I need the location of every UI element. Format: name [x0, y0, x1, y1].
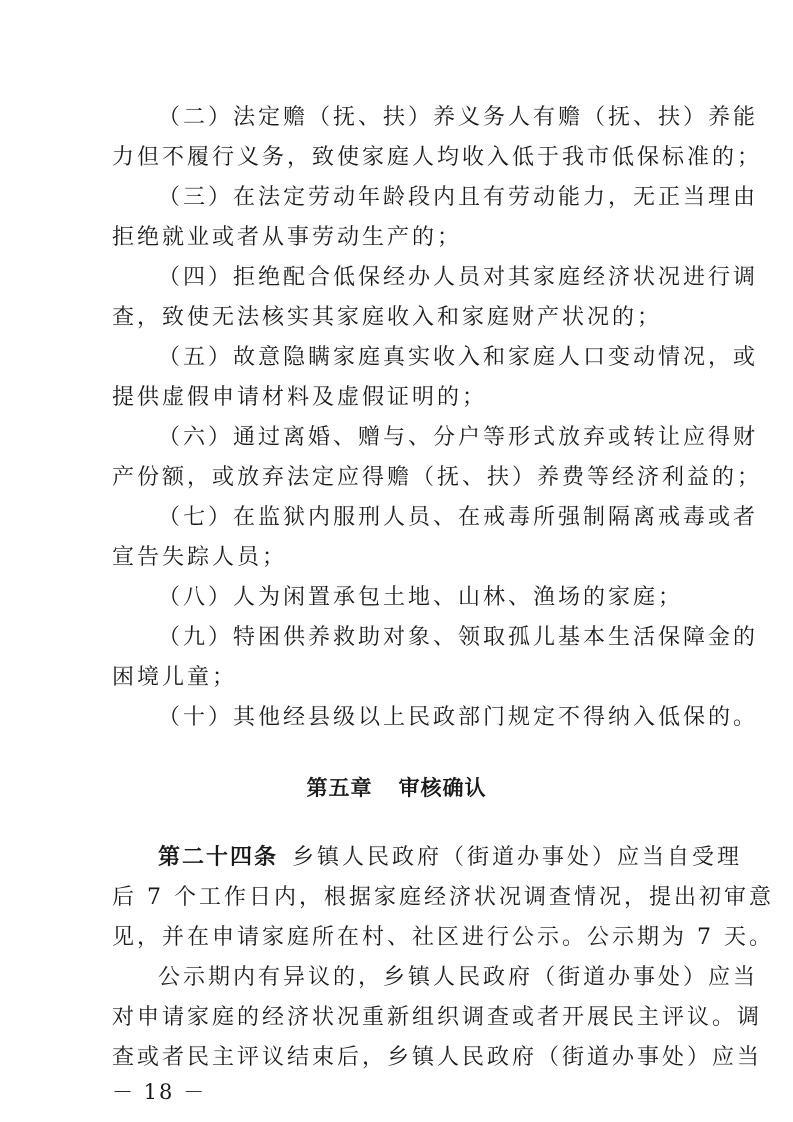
list-item-5-line-1: （五）故意隐瞒家庭真实收入和家庭人口变动情况，或: [158, 345, 759, 370]
list-item-4-line-1: （四）拒绝配合低保经办人员对其家庭经济状况进行调: [158, 265, 759, 290]
paragraph-2-line-3: 查或者民主评议结束后，乡镇人民政府（街道办事处）应当: [112, 1045, 763, 1070]
article-24-line-2: 后 7 个工作日内，根据家庭经济状况调查情况，提出初审意: [112, 885, 774, 910]
list-item-3-line-2: 拒绝就业或者从事劳动生产的；: [112, 225, 463, 250]
list-item-2-line-2: 力但不履行义务，致使家庭人均收入低于我市低保标准的；: [112, 145, 763, 170]
page-number: － 18 －: [112, 1080, 207, 1104]
paragraph-2-line-1: 公示期内有异议的，乡镇人民政府（街道办事处）应当: [158, 965, 759, 990]
paragraph-2-line-2: 对申请家庭的经济状况重新组织调查或者开展民主评议。调: [112, 1005, 763, 1030]
list-item-2-line-1: （二）法定赡（抚、扶）养义务人有赡（抚、扶）养能: [158, 105, 759, 130]
article-24-line-1: [158, 843, 743, 873]
article-24-line-3: 见，并在申请家庭所在村、社区进行公示。公示期为 7 天。: [112, 925, 774, 950]
list-item-9-line-2: 困境儿童；: [112, 665, 238, 690]
list-item-4-line-2: 查，致使无法核实其家庭收入和家庭财产状况的；: [112, 305, 663, 330]
list-item-7-line-1: （七）在监狱内服刑人员、在戒毒所强制隔离戒毒或者: [158, 505, 759, 530]
chapter-number: 第五章: [306, 776, 373, 800]
list-item-3-line-1: （三）在法定劳动年龄段内且有劳动能力，无正当理由: [158, 185, 759, 210]
list-item-8-line-1: （八）人为闲置承包土地、山林、渔场的家庭；: [158, 585, 684, 610]
list-item-7-line-2: 宣告失踪人员；: [112, 545, 288, 570]
list-item-10-line-1: （十）其他经县级以上民政部门规定不得纳入低保的。: [158, 705, 759, 730]
article-title: 第二十四条: [158, 845, 279, 870]
list-item-5-line-2: 提供虚假申请材料及虚假证明的；: [112, 385, 488, 410]
list-item-6-line-2: 产份额，或放弃法定应得赡（抚、扶）养费等经济利益的；: [112, 465, 763, 490]
article-24-text-start: 乡镇人民政府（街道办事处）应当自受理: [292, 845, 743, 870]
chapter-title: 审核确认: [398, 776, 487, 800]
chapter-heading: [0, 773, 793, 803]
list-item-9-line-1: （九）特困供养救助对象、领取孤儿基本生活保障金的: [158, 625, 759, 650]
list-item-6-line-1: （六）通过离婚、赠与、分户等形式放弃或转让应得财: [158, 425, 759, 450]
